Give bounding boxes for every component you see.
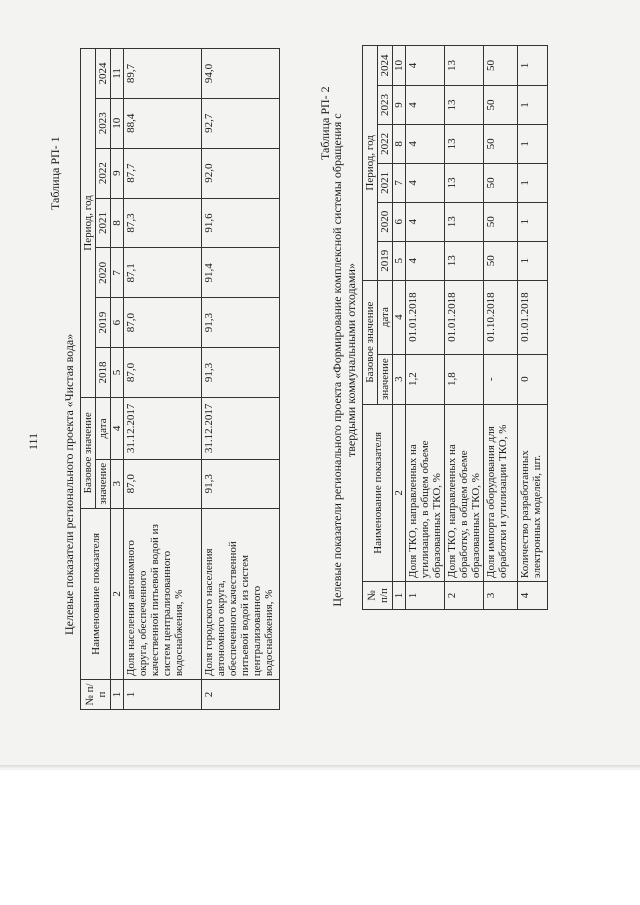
table-row [484,46,518,610]
column-number: 5 [111,348,124,398]
header-year: 2020 [378,202,393,241]
row-value: 4 [406,202,445,241]
column-number: 9 [111,148,124,198]
row-value: 50 [484,86,518,125]
header-year: 2020 [96,248,111,298]
row-num: 1 [124,680,202,710]
row-value: 13 [445,86,484,125]
row-base-value: - [484,354,518,404]
row-base-value: 0 [518,354,548,404]
header-year: 2024 [96,49,111,99]
header-base-date: дата [378,280,393,354]
column-number: 10 [393,46,406,86]
header-name: Наименование показателя [81,508,111,679]
column-number: 2 [111,508,124,679]
column-number: 1 [393,582,406,610]
header-base-date: дата [96,397,111,459]
row-value: 87,0 [124,348,202,398]
header-year: 2023 [96,98,111,148]
table-row [445,46,484,610]
row-value: 4 [406,241,445,280]
row-value: 89,7 [124,49,202,99]
table-rp2-caption: Таблица РП- 2 [318,86,332,160]
column-number: 7 [393,163,406,202]
row-value: 13 [445,163,484,202]
row-value: 91,4 [202,248,280,298]
row-value: 87,0 [124,298,202,348]
row-name: Доля импорта оборудования для обработки и утилизации ТКО, % [484,404,518,581]
row-value: 87,7 [124,148,202,198]
table-rp1-caption: Таблица РП- 1 [48,136,62,210]
row-value: 1 [518,46,548,86]
row-value: 1 [518,86,548,125]
row-value: 1 [518,241,548,280]
header-base: Базовое значение [363,280,378,404]
row-base-value: 91,3 [202,459,280,508]
row-name: Доля ТКО, направленных на утилизацию, в общем объеме образованных ТКО, % [406,404,445,581]
row-base-date: 01.10.2018 [484,280,518,354]
header-name: Наименование показателя [363,404,393,581]
column-number: 4 [111,397,124,459]
row-value: 88,4 [124,98,202,148]
table-rp1-title: Целевые показатели регионального проекта «Чистая вода» [62,333,76,635]
table-row [202,49,280,710]
header-year: 2019 [96,298,111,348]
table-row [124,49,202,710]
column-number: 4 [393,280,406,354]
row-value: 1 [518,163,548,202]
row-value: 50 [484,163,518,202]
table-rp2-title: Целевые показатели регионального проекта «Формирование комплексной системы обращения с твердыми коммунальными отходами» [330,113,358,607]
header-base-value: значение [96,459,111,508]
row-base-date: 01.01.2018 [518,280,548,354]
column-number: 5 [393,241,406,280]
column-number: 9 [393,86,406,125]
row-value: 4 [406,163,445,202]
row-value: 50 [484,46,518,86]
column-number: 8 [393,124,406,163]
row-name: Доля городского населения автономного округа, обеспеченного качественной питьевой водой из систем централизованного водоснабжения, % [202,508,280,679]
row-value: 87,1 [124,248,202,298]
row-value: 91,3 [202,348,280,398]
column-number: 8 [111,198,124,248]
row-base-date: 01.01.2018 [445,280,484,354]
header-year: 2022 [378,124,393,163]
row-value: 13 [445,124,484,163]
column-number: 3 [111,459,124,508]
row-base-date: 31.12.2017 [202,397,280,459]
row-value: 1 [518,124,548,163]
header-year: 2024 [378,46,393,86]
row-num: 1 [406,582,445,610]
header-period: Период, год [81,49,96,398]
row-name: Количество разработанных электронных моделей, шт. [518,404,548,581]
header-num: № п/п [363,582,393,610]
column-number: 2 [393,404,406,581]
row-num: 3 [484,582,518,610]
header-year: 2018 [96,348,111,398]
page-number: 111 [26,432,40,450]
header-year: 2021 [378,163,393,202]
table-row [406,46,445,610]
row-value: 87,3 [124,198,202,248]
row-num: 2 [445,582,484,610]
header-num: № п/п [81,680,111,710]
row-value: 4 [406,46,445,86]
header-base: Базовое значение [81,397,96,508]
row-value: 13 [445,46,484,86]
header-year: 2022 [96,148,111,198]
row-value: 50 [484,241,518,280]
scan-edge-shadow [0,765,640,769]
row-num: 2 [202,680,280,710]
row-num: 4 [518,582,548,610]
row-name: Доля населения автономного округа, обеспеченного качественной питьевой водой из систем централизованного водоснабжения, % [124,508,202,679]
table-rp1 [80,48,280,710]
row-name: Доля ТКО, направленных на обработку, в общем объеме образованных ТКО, % [445,404,484,581]
column-number: 10 [111,98,124,148]
column-number: 11 [111,49,124,99]
column-number: 6 [111,298,124,348]
row-value: 91,3 [202,298,280,348]
header-year: 2023 [378,86,393,125]
row-value: 94,0 [202,49,280,99]
row-value: 92,7 [202,98,280,148]
row-base-date: 31.12.2017 [124,397,202,459]
column-number-row [393,46,406,610]
row-value: 13 [445,241,484,280]
header-period: Период, год [363,46,378,281]
header-base-value: значение [378,354,393,404]
row-value: 50 [484,202,518,241]
row-value: 4 [406,86,445,125]
row-value: 4 [406,124,445,163]
row-base-value: 87,0 [124,459,202,508]
column-number: 3 [393,354,406,404]
row-value: 13 [445,202,484,241]
row-base-date: 01.01.2018 [406,280,445,354]
column-number: 7 [111,248,124,298]
column-number: 6 [393,202,406,241]
table-rp2 [362,45,548,610]
header-year: 2021 [96,198,111,248]
row-value: 50 [484,124,518,163]
column-number-row [111,49,124,710]
header-year: 2019 [378,241,393,280]
column-number: 1 [111,680,124,710]
row-value: 1 [518,202,548,241]
row-base-value: 1,2 [406,354,445,404]
row-value: 92,0 [202,148,280,198]
row-base-value: 1,8 [445,354,484,404]
table-row [518,46,548,610]
row-value: 91,6 [202,198,280,248]
